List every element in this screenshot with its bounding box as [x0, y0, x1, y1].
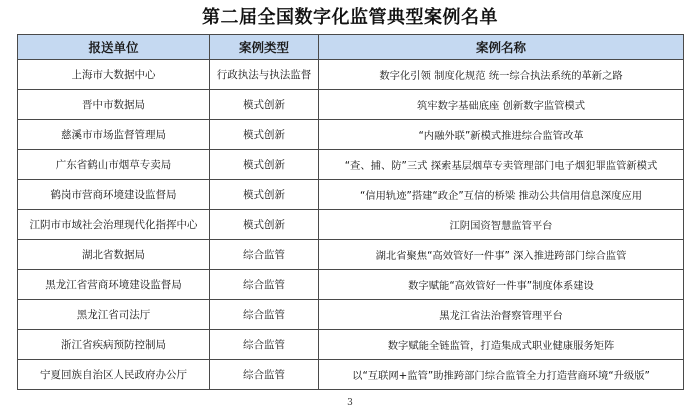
- cell-unit: 黑龙江省司法厅: [18, 300, 210, 330]
- cell-unit: 黑龙江省营商环境建设监督局: [18, 270, 210, 300]
- cell-unit: 湖北省数据局: [18, 240, 210, 270]
- header-unit: 报送单位: [18, 35, 210, 60]
- cell-name: 以“互联网+监管”助推跨部门综合监管全力打造营商环境“升级版”: [319, 360, 684, 390]
- table-row: [18, 60, 684, 90]
- cell-name: 筑牢数字基础底座 创新数字监管模式: [319, 90, 684, 120]
- table-row: [18, 90, 684, 120]
- cell-name: 数字赋能全链监管，打造集成式职业健康服务矩阵: [319, 330, 684, 360]
- cell-unit: 晋中市数据局: [18, 90, 210, 120]
- table-header-row: [18, 35, 684, 60]
- cell-name: 数字化引领 制度化规范 统一综合执法系统的革新之路: [319, 60, 684, 90]
- cell-unit: 上海市大数据中心: [18, 60, 210, 90]
- case-list-table: [17, 34, 684, 390]
- table-row: [18, 360, 684, 390]
- cell-name: 湖北省聚焦“高效管好一件事” 深入推进跨部门综合监管: [319, 240, 684, 270]
- cell-type: 模式创新: [210, 150, 319, 180]
- cell-name: “内融外联”新模式推进综合监管改革: [319, 120, 684, 150]
- table-row: [18, 330, 684, 360]
- table-row: [18, 300, 684, 330]
- cell-type: 模式创新: [210, 90, 319, 120]
- cell-name: 数字赋能“高效管好一件事”制度体系建设: [319, 270, 684, 300]
- cell-unit: 江阴市市域社会治理现代化指挥中心: [18, 210, 210, 240]
- table-row: [18, 210, 684, 240]
- cell-type: 综合监管: [210, 240, 319, 270]
- page-number: 3: [347, 398, 353, 408]
- cell-name: “信用轨迹”搭建“政企”互信的桥梁 推动公共信用信息深度应用: [319, 180, 684, 210]
- cell-type: 模式创新: [210, 120, 319, 150]
- cell-unit: 鹤岗市营商环境建设监督局: [18, 180, 210, 210]
- table-row: [18, 120, 684, 150]
- cell-type: 模式创新: [210, 180, 319, 210]
- cell-unit: 宁夏回族自治区人民政府办公厅: [18, 360, 210, 390]
- cell-type: 综合监管: [210, 300, 319, 330]
- cell-name: 江阴国资智慧监管平台: [319, 210, 684, 240]
- table-row: [18, 150, 684, 180]
- cell-type: 综合监管: [210, 330, 319, 360]
- table-row: [18, 180, 684, 210]
- case-list-table-wrapper: [17, 34, 683, 390]
- cell-unit: 慈溪市市场监督管理局: [18, 120, 210, 150]
- table-row: [18, 270, 684, 300]
- cell-type: 综合监管: [210, 360, 319, 390]
- cell-type: 模式创新: [210, 210, 319, 240]
- cell-name: “查、捕、防”三式 探索基层烟草专卖管理部门电子烟犯罪监管新模式: [319, 150, 684, 180]
- header-name: 案例名称: [319, 35, 684, 60]
- page-title: 第二届全国数字化监管典型案例名单: [202, 7, 498, 28]
- cell-type: 综合监管: [210, 270, 319, 300]
- cell-type: 行政执法与执法监督: [210, 60, 319, 90]
- table-row: [18, 240, 684, 270]
- cell-unit: 广东省鹤山市烟草专卖局: [18, 150, 210, 180]
- cell-unit: 浙江省疾病预防控制局: [18, 330, 210, 360]
- cell-name: 黑龙江省法治督察管理平台: [319, 300, 684, 330]
- header-type: 案例类型: [210, 35, 319, 60]
